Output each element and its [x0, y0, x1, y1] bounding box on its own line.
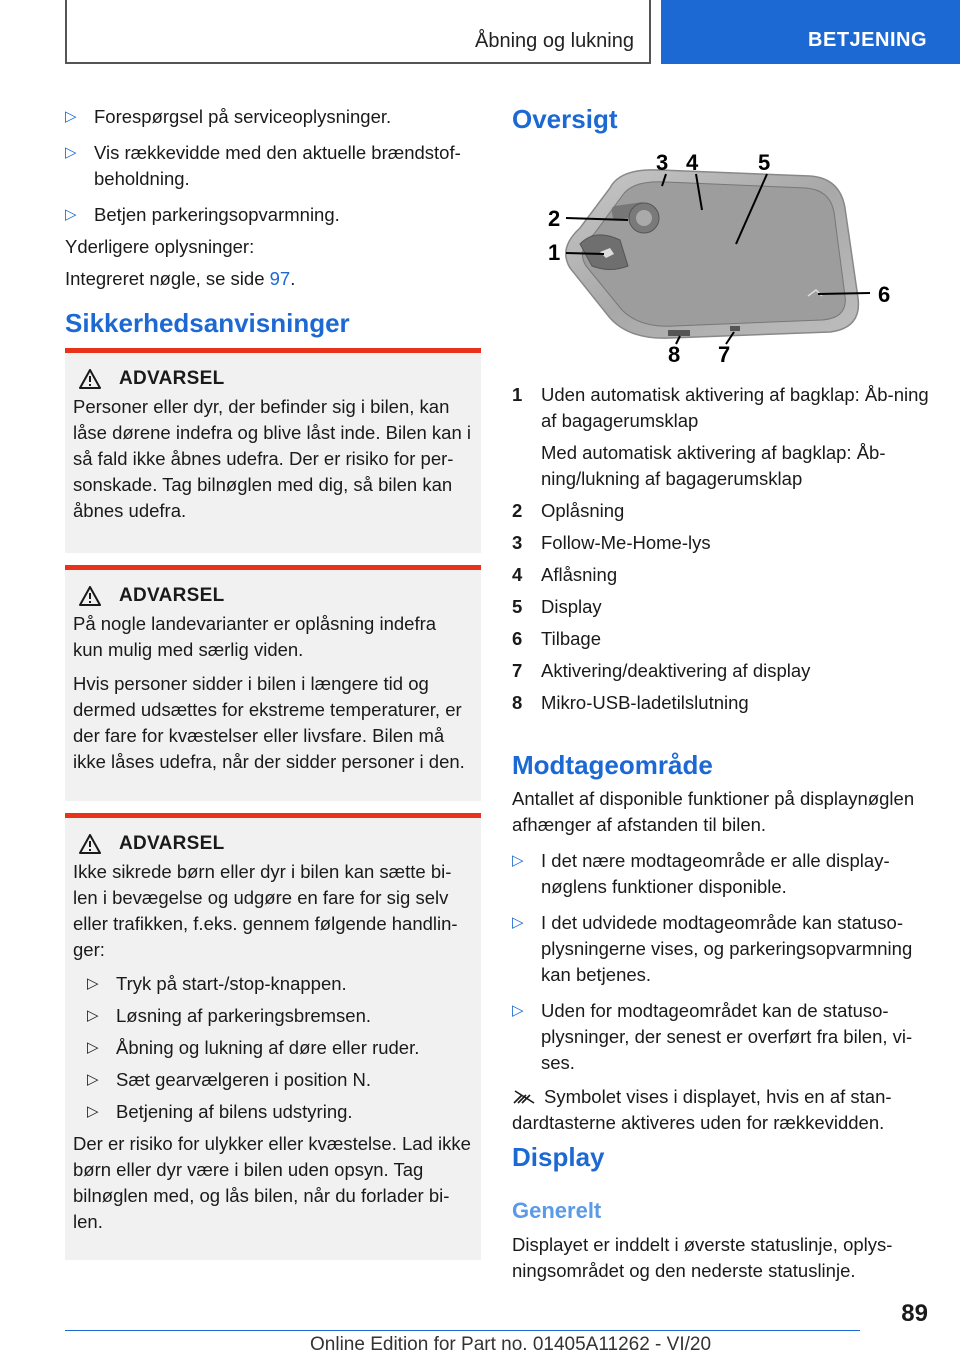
triangle-bullet-icon: ▷ [87, 1039, 99, 1056]
reception-section [512, 786, 932, 1136]
list-item: ▷ I det nære modtageområde er alle display-nøglens funktioner disponible. [512, 850, 890, 897]
list-item: ▷ I det udvidede modtageområde kan statuso-plysningerne vises, og parkeringsopvarmning kan betjenes. [512, 912, 913, 985]
page-number: 89 [901, 1300, 928, 1327]
warning-box-3 [65, 813, 481, 1260]
callout-label: 7 [718, 342, 731, 367]
list-item: 3 Follow-Me-Home-lys [512, 532, 711, 553]
header-divider [649, 0, 651, 64]
callout-label: 3 [656, 150, 669, 175]
warning-sublist [73, 971, 471, 1125]
triangle-bullet-icon: ▷ [65, 206, 77, 223]
list-item: ▷ Tryk på start-/stop-knappen. [87, 971, 471, 997]
warning-header: ADVARSEL [73, 833, 471, 855]
overview-heading: Oversigt [512, 104, 618, 134]
footer-rule [65, 1330, 860, 1331]
cross-reference: Integreret nøgle, se side 97. [65, 268, 296, 289]
legend-list [512, 382, 932, 716]
list-item: 8 Mikro-USB-ladetilslutning [512, 692, 749, 713]
warning-text: Hvis personer sidder i bilen i længere tid og dermed udsættes for ekstreme temperaturer, er der fare for kvæstelser eller livsfare. Bilen må ikke låses udefra, når der sidder personer i den. [73, 673, 465, 772]
list-item: ▷ Betjen parkeringsopvarmning. [65, 202, 481, 228]
display-heading: Display [512, 1142, 605, 1172]
edition-text: Online Edition for Part no. 01405A11262 - VI/20 [310, 1334, 712, 1355]
warning-header: ADVARSEL [73, 368, 471, 390]
warning-text: Der er risiko for ulykker eller kvæstelse. Lad ikke børn eller dyr være i bilen uden opsyn. Tag bilnøglen med, og lås bilen, når du forlader bi-len. [73, 1133, 471, 1232]
warning-triangle-icon [79, 586, 101, 606]
warning-text: Personer eller dyr, der befinder sig i bilen, kan låse dørene indefra og blive låst inde. Bilen kan i så fald ikke åbnes udefra. Der er risiko for per-sonskade. Tag bilnøglen med dig, så bilen kan åbnes udefra. [73, 396, 471, 521]
triangle-bullet-icon: ▷ [87, 975, 99, 992]
more-info-label: Yderligere oplysninger: [65, 236, 255, 257]
display-key-illustration [540, 148, 910, 370]
out-of-range-key-icon [512, 1089, 538, 1105]
callout-label: 6 [878, 282, 891, 307]
list-item: 1 Uden automatisk aktivering af bagklap: Åb-ning af bagagerumsklap [512, 384, 929, 431]
list-item: ▷ Forespørgsel på serviceoplysninger. [65, 104, 481, 130]
header-bottom-rule [65, 62, 650, 64]
safety-heading: Sikkerhedsanvisninger [65, 308, 350, 338]
general-heading: Generelt [512, 1198, 602, 1223]
intro-section [65, 104, 481, 292]
list-item: Med automatisk aktivering af bagklap: Åb-ning/lukning af bagagerumsklap [541, 442, 886, 489]
page-link[interactable]: 97 [269, 268, 291, 289]
warning-text: Ikke sikrede børn eller dyr i bilen kan sætte bi-len i bevægelse og udgøre en fare for sig selv eller trafikken, f.eks. gennem følgende handlin-ger: [73, 861, 458, 960]
general-text: Displayet er inddelt i øverste statuslinje, oplys-ningsområdet og den nederste statuslinje. [512, 1234, 893, 1281]
warning-triangle-icon [79, 369, 101, 389]
list-item: ▷ Uden for modtageområdet kan de statuso-plysninger, der senest er overført fra bilen, vi-ses. [512, 1000, 913, 1073]
warning-text: På nogle landevarianter er oplåsning indefra kun mulig med særlig viden. [73, 613, 437, 660]
triangle-bullet-icon: ▷ [87, 1007, 99, 1024]
reception-intro: Antallet af disponible funktioner på displaynøglen afhænger af afstanden til bilen. [512, 788, 915, 835]
triangle-bullet-icon: ▷ [65, 144, 77, 161]
warning-triangle-icon [79, 834, 101, 854]
triangle-bullet-icon: ▷ [512, 852, 524, 869]
list-item: ▷ Åbning og lukning af døre eller ruder. [87, 1035, 471, 1061]
section-title: Åbning og lukning [474, 30, 634, 52]
triangle-bullet-icon: ▷ [512, 914, 524, 931]
list-item: 7 Aktivering/deaktivering af display [512, 660, 811, 681]
triangle-bullet-icon: ▷ [65, 108, 77, 125]
list-item: 4 Aflåsning [512, 564, 618, 585]
list-item: ▷ Vis rækkevidde med den aktuelle brændstof-beholdning. [65, 142, 461, 189]
list-item: 6 Tilbage [512, 628, 601, 649]
triangle-bullet-icon: ▷ [87, 1071, 99, 1088]
warning-box-2 [65, 565, 481, 801]
list-item: 5 Display [512, 596, 602, 617]
callout-label: 8 [668, 342, 681, 367]
callout-label: 5 [758, 150, 771, 175]
list-item: ▷ Betjening af bilens udstyring. [87, 1099, 471, 1125]
warning-header: ADVARSEL [73, 585, 471, 607]
list-item: ▷ Sæt gearvælgeren i position N. [87, 1067, 471, 1093]
warning-box-1 [65, 348, 481, 553]
callout-label: 2 [548, 206, 561, 231]
chapter-tab[interactable] [661, 0, 960, 64]
reception-heading: Modtageområde [512, 750, 713, 780]
triangle-bullet-icon: ▷ [512, 1002, 524, 1019]
triangle-bullet-icon: ▷ [87, 1103, 99, 1120]
chapter-tab-label: BETJENING [808, 29, 927, 51]
list-item: ▷ Løsning af parkeringsbremsen. [87, 1003, 471, 1029]
callout-label: 4 [686, 150, 699, 175]
symbol-note: Symbolet vises i displayet, hvis en af stan-dardtasterne aktiveres uden for rækkevidden. [512, 1086, 892, 1133]
callout-label: 1 [548, 240, 561, 265]
list-item: 2 Oplåsning [512, 500, 625, 521]
header-left-rule [65, 0, 67, 64]
